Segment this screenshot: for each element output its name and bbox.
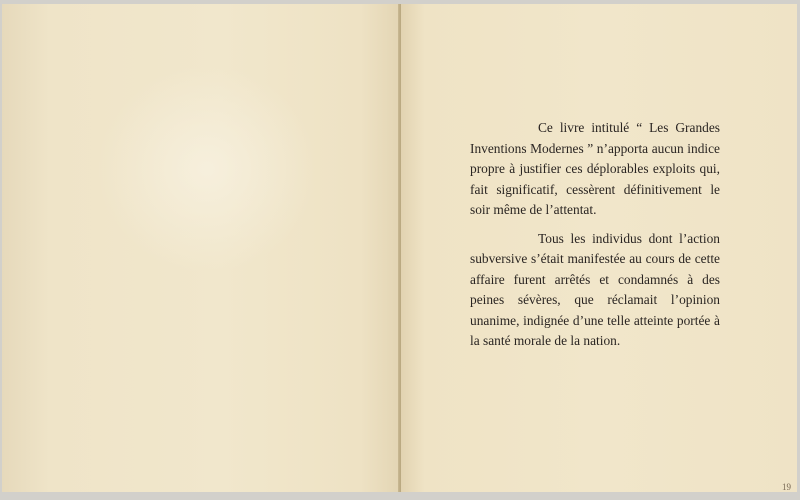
- body-text: [470, 118, 720, 360]
- left-page: [2, 4, 400, 492]
- paragraph-2: Tous les individus dont l’action subversive s’était manifestée au cours de cette affaire furent arrêtés et condamnés à des peines sévères, que réclamait l’opinion unanime, indignée d’une telle atteinte portée à la santé morale de la nation.: [470, 230, 720, 348]
- paragraph-1: Ce livre intitulé “ Les Grandes Inventions Modernes ” n’apporta aucun indice propre à justifier ces déplorables exploits qui, fait significatif, cessèrent définitivement le soir même de l’attentat.: [470, 120, 720, 217]
- paper-stain: [97, 64, 317, 274]
- page-number: 19: [782, 482, 791, 492]
